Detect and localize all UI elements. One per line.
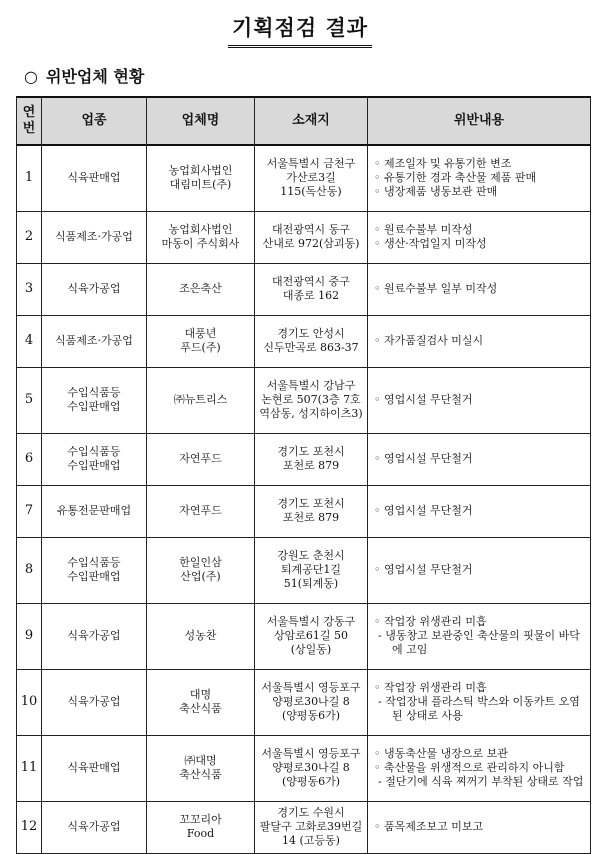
table-header-row — [17, 97, 591, 145]
table-body — [17, 145, 591, 853]
table-row — [17, 433, 591, 485]
address-cell: 경기도 안성시 신두만곡로 863-37 — [255, 315, 368, 367]
violation-details-cell — [368, 211, 591, 263]
document-title — [0, 12, 600, 48]
violation-details-cell — [368, 485, 591, 537]
violation-item: ◦ 원료수불부 미작성 — [374, 222, 473, 236]
address-cell: 강원도 춘천시 퇴계공단1길 51(퇴계동) — [255, 537, 368, 603]
business-type-cell: 수입식품등 수입판매업 — [42, 537, 147, 603]
circle-bullet-icon: ○ — [24, 67, 38, 86]
violation-item: ◦ 영업시설 무단철거 — [374, 503, 473, 517]
company-cell: 자연푸드 — [147, 433, 255, 485]
row-number: 4 — [17, 315, 42, 367]
table-row — [17, 735, 591, 801]
violation-details-cell — [368, 263, 591, 315]
business-type-cell: 수입식품등 수입판매업 — [42, 433, 147, 485]
business-type-cell: 식육판매업 — [42, 735, 147, 801]
section-title: 위반업체 현황 — [45, 67, 145, 86]
header-violation: 위반내용 — [368, 97, 591, 145]
company-cell: 한일인삼 산업(주) — [147, 537, 255, 603]
violation-details-cell — [368, 801, 591, 853]
row-number: 11 — [17, 735, 42, 801]
row-number: 12 — [17, 801, 42, 853]
violation-details-cell — [368, 669, 591, 735]
row-number: 9 — [17, 603, 42, 669]
address-cell: 대전광역시 중구 대종로 162 — [255, 263, 368, 315]
violation-item: ◦ 축산물을 위생적으로 관리하지 아니함 — [374, 760, 565, 774]
address-cell: 서울특별시 강남구 논현로 507(3층 7호 역삼동, 성지하이츠3) — [255, 367, 368, 433]
company-cell: ㈜대명 축산식품 — [147, 735, 255, 801]
violation-item: ◦ 유통기한 경과 축산물 제품 판매 — [374, 171, 537, 185]
address-cell: 경기도 수원시 팔달구 고화로39번길 14 (고등동) — [255, 801, 368, 853]
company-cell: ㈜뉴트리스 — [147, 367, 255, 433]
company-cell: 농업회사법인 마동이 주식회사 — [147, 211, 255, 263]
company-cell: 대명 축산식품 — [147, 669, 255, 735]
document-title-text: 기획점검 결과 — [228, 12, 372, 48]
violation-item: ◦ 자가품질검사 미실시 — [374, 333, 484, 347]
business-type-cell: 유통전문판매업 — [42, 485, 147, 537]
violation-details-cell — [368, 537, 591, 603]
table-row — [17, 537, 591, 603]
address-cell: 서울특별시 영등포구 양평로30나길 8 (양평동6가) — [255, 669, 368, 735]
business-type-cell: 식육가공업 — [42, 603, 147, 669]
violation-details-cell — [368, 433, 591, 485]
violation-item: ◦ 생산·작업일지 미작성 — [374, 237, 487, 250]
violation-item: ◦ 영업시설 무단철거 — [374, 392, 473, 406]
business-type-cell: 식육가공업 — [42, 669, 147, 735]
violation-item: ◦ 품목제조보고 미보고 — [374, 819, 484, 833]
address-cell: 경기도 포천시 포천로 879 — [255, 485, 368, 537]
table-row — [17, 801, 591, 853]
violation-item: ◦ 제조일자 및 유통기한 변조 — [374, 156, 512, 170]
business-type-cell: 식육가공업 — [42, 801, 147, 853]
violation-details-cell — [368, 145, 591, 211]
violation-item: - 작업장내 플라스틱 박스와 이동카트 오염된 상태로 사용 — [378, 694, 580, 723]
header-business-type: 업종 — [42, 97, 147, 145]
business-type-cell: 식품제조·가공업 — [42, 211, 147, 263]
company-cell: 조은축산 — [147, 263, 255, 315]
violation-details-cell — [368, 315, 591, 367]
table-row — [17, 145, 591, 211]
violation-details-cell — [368, 367, 591, 433]
address-cell: 서울특별시 강동구 상암로61길 50 (상일동) — [255, 603, 368, 669]
table-row — [17, 367, 591, 433]
violation-details-cell — [368, 603, 591, 669]
row-number: 5 — [17, 367, 42, 433]
header-company: 업체명 — [147, 97, 255, 145]
section-heading — [24, 64, 144, 87]
address-cell: 서울특별시 금천구 가산로3길 115(독산동) — [255, 145, 368, 211]
header-no: 연 번 — [17, 97, 42, 145]
company-cell: 자연푸드 — [147, 485, 255, 537]
violation-item: ◦ 원료수불부 일부 미작성 — [374, 281, 498, 295]
table-row — [17, 669, 591, 735]
violation-details-cell — [368, 735, 591, 801]
address-cell: 대전광역시 동구 산내로 972(삼괴동) — [255, 211, 368, 263]
violation-item: - 냉동창고 보관중인 축산물의 핏물이 바닥에 고임 — [378, 628, 580, 657]
business-type-cell: 식육판매업 — [42, 145, 147, 211]
row-number: 1 — [17, 145, 42, 211]
table-row — [17, 263, 591, 315]
business-type-cell: 수입식품등 수입판매업 — [42, 367, 147, 433]
row-number: 2 — [17, 211, 42, 263]
company-cell: 꼬꼬리아 Food — [147, 801, 255, 853]
business-type-cell: 식품제조·가공업 — [42, 315, 147, 367]
company-cell: 농업회사법인 대림미트(주) — [147, 145, 255, 211]
row-number: 10 — [17, 669, 42, 735]
violation-item: ◦ 영업시설 무단철거 — [374, 562, 473, 576]
violation-item: ◦ 냉장제품 냉동보관 판매 — [374, 185, 498, 199]
row-number: 8 — [17, 537, 42, 603]
violation-item: - 절단기에 식육 찌꺼기 부착된 상태로 작업 — [378, 775, 584, 789]
address-cell: 서울특별시 영등포구 양평로30나길 8 (양평동6가) — [255, 735, 368, 801]
row-number: 3 — [17, 263, 42, 315]
violation-item: ◦ 냉동축산물 냉장으로 보관 — [374, 746, 508, 760]
row-number: 6 — [17, 433, 42, 485]
table-row — [17, 485, 591, 537]
company-cell: 대풍년 푸드(주) — [147, 315, 255, 367]
violation-item: ◦ 작업장 위생관리 미흡 — [374, 680, 487, 694]
row-number: 7 — [17, 485, 42, 537]
address-cell: 경기도 포천시 포천로 879 — [255, 433, 368, 485]
company-cell: 성농찬 — [147, 603, 255, 669]
violation-item: ◦ 작업장 위생관리 미흡 — [374, 614, 487, 628]
table-row — [17, 603, 591, 669]
table-row — [17, 211, 591, 263]
business-type-cell: 식육가공업 — [42, 263, 147, 315]
violations-table — [16, 96, 591, 854]
table-row — [17, 315, 591, 367]
violation-item: ◦ 영업시설 무단철거 — [374, 451, 473, 465]
header-address: 소재지 — [255, 97, 368, 145]
